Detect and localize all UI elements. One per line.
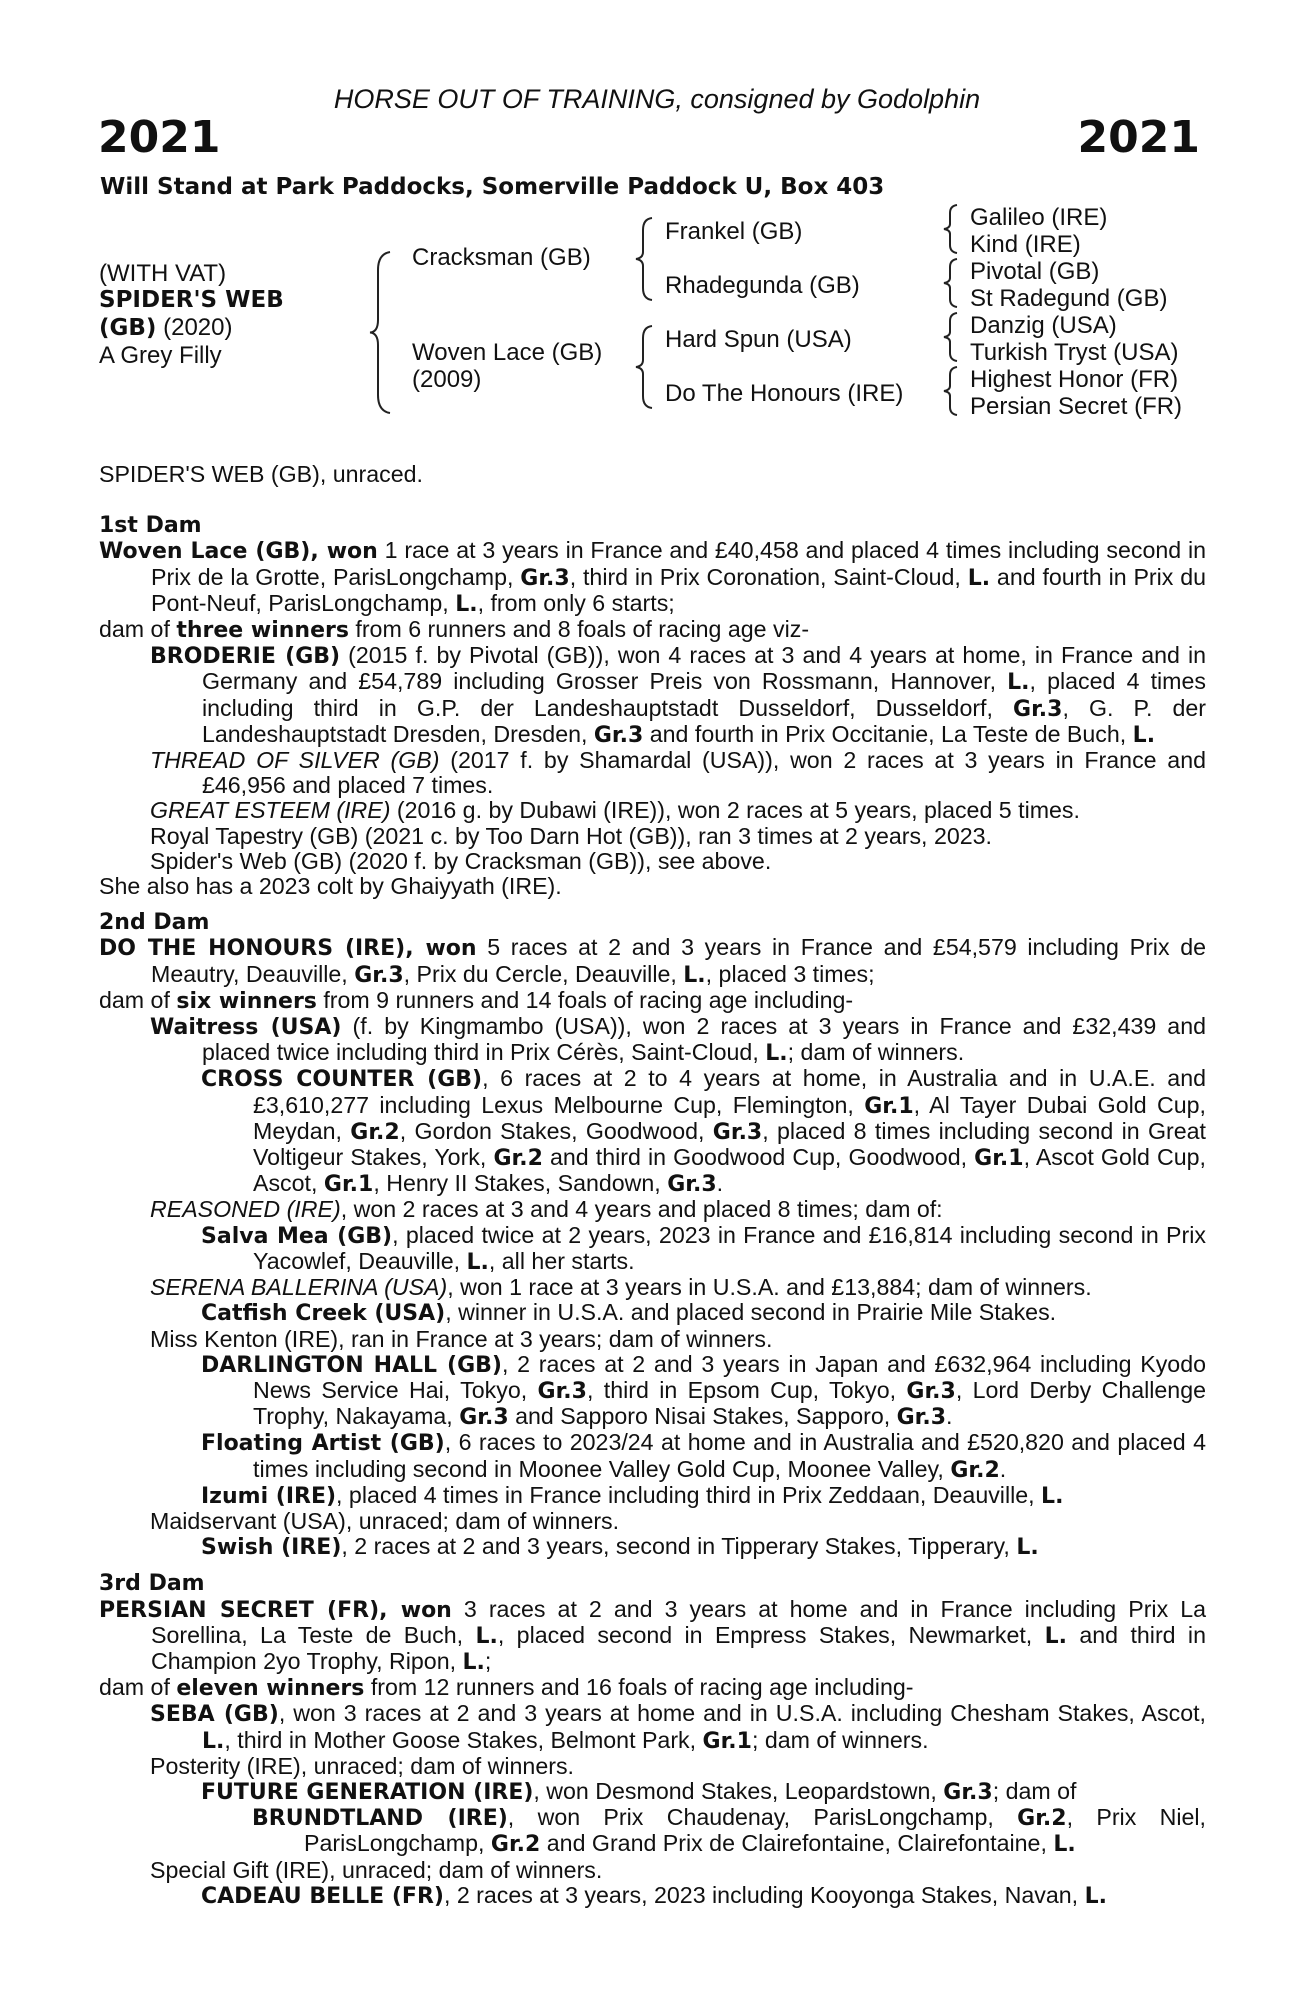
catalogue-header: HORSE OUT OF TRAINING, consigned by Godolphin xyxy=(333,84,981,114)
third-dam-record: PERSIAN SECRET (FR), won 3 races at 2 and 3 years at home and in France including Prix La Sorellina, La Teste de Buch, L., placed second in Empress Stakes, Newmarket, L. and third in Champion 2yo Trophy, Ripon, L.; xyxy=(99,1595,1206,1675)
dam: Woven Lace (GB) (2009) xyxy=(412,339,603,393)
first-dam-heading: 1st Dam xyxy=(99,513,202,539)
stand-location: Will Stand at Park Paddocks, Somerville Paddock U, Box 403 xyxy=(100,174,885,200)
great-grandparent: Kind (IRE) xyxy=(970,231,1081,258)
third-dam-produce-summary: dam of eleven winners from 12 runners and 16 foals of racing age including- xyxy=(99,1674,914,1702)
year-left: 2021 xyxy=(98,112,221,163)
pedigree-brace-g3 xyxy=(942,311,960,363)
produce-brundtland: BRUNDTLAND (IRE), won Prix Chaudenay, ParisLongchamp, Gr.2, Prix Niel, ParisLongchamp, Gr.2 and Grand Prix de Clairefontaine, Clairefontaine, L. xyxy=(252,1804,1206,1858)
great-grandparent: St Radegund (GB) xyxy=(970,285,1168,312)
produce-cadeau-belle: CADEAU BELLE (FR), 2 races at 3 years, 2023 including Kooyonga Stakes, Navan, L. xyxy=(201,1881,1107,1909)
great-grandparent: Highest Honor (FR) xyxy=(970,366,1179,393)
sire: Cracksman (GB) xyxy=(412,244,591,271)
pedigree-brace-main xyxy=(368,250,398,415)
great-grandparents xyxy=(970,204,1182,420)
unraced-note: SPIDER'S WEB (GB), unraced. xyxy=(99,461,423,487)
granddam-sire: Rhadegunda (GB) xyxy=(665,272,860,299)
granddam-dam: Do The Honours (IRE) xyxy=(665,380,904,407)
first-dam-record: Woven Lace (GB), won 1 race at 3 years in France and £40,458 and placed 4 times including second in Prix de la Grotte, ParisLongchamp, Gr.3, third in Prix Coronation, Saint-Cloud, L. and fourth in Prix du Pont-Neuf, ParisLongchamp, L., from only 6 starts; xyxy=(99,537,1207,617)
produce-darlington-hall: DARLINGTON HALL (GB), 2 races at 2 and 3 years in Japan and £632,964 including Kyodo News Service Hai, Tokyo, Gr.3, third in Epsom Cup, Tokyo, Gr.3, Lord Derby Challenge Trophy, Nakayama, Gr.3 and Sapporo Nisai Stakes, Sapporo, Gr.3. xyxy=(201,1350,1206,1431)
produce-spiders-web: Spider's Web (GB) (2020 f. by Cracksman (GB)), see above. xyxy=(150,847,772,874)
first-dam-produce-summary: dam of three winners from 6 runners and 8 foals of racing age viz- xyxy=(99,616,810,644)
vat-note: (WITH VAT) xyxy=(99,260,227,287)
great-grandparent: Turkish Tryst (USA) xyxy=(970,339,1179,366)
produce-floating-artist: Floating Artist (GB), 6 races to 2023/24 at home and in Australia and £520,820 and placed 4 times including second in Moonee Valley Gold Cup, Moonee Valley, Gr.2. xyxy=(201,1429,1206,1483)
pedigree-subject xyxy=(99,260,284,369)
produce-maidservant: Maidservant (USA), unraced; dam of winners. xyxy=(150,1507,620,1534)
produce-serena-ballerina: SERENA BALLERINA (USA), won 1 race at 3 years in U.S.A. and £13,884; dam of winners. xyxy=(150,1274,1092,1301)
grandsire-dam: Hard Spun (USA) xyxy=(665,326,852,353)
produce-waitress: Waitress (USA) (f. by Kingmambo (USA)), won 2 races at 3 years in France and £32,439 and placed twice including third in Prix Cérès, Saint-Cloud, L.; dam of winners. xyxy=(150,1013,1206,1067)
produce-royal-tapestry: Royal Tapestry (GB) (2021 c. by Too Darn Hot (GB)), ran 3 times at 2 years, 2023. xyxy=(150,822,992,849)
year-right: 2021 xyxy=(1077,112,1200,163)
subject-name: SPIDER'S WEB xyxy=(99,287,284,313)
second-dam-produce-summary: dam of six winners from 9 runners and 14 foals of racing age including- xyxy=(99,986,854,1014)
produce-future-generation: FUTURE GENERATION (IRE), won Desmond Stakes, Leopardstown, Gr.3; dam of xyxy=(201,1777,1077,1805)
produce-posterity: Posterity (IRE), unraced; dam of winners. xyxy=(150,1752,574,1779)
produce-great-esteem: GREAT ESTEEM (IRE) (2016 g. by Dubawi (IRE)), won 2 races at 5 years, placed 5 times. xyxy=(150,797,1080,824)
produce-miss-kenton: Miss Kenton (IRE), ran in France at 3 years; dam of winners. xyxy=(150,1325,773,1352)
grandsire-sire: Frankel (GB) xyxy=(665,218,803,245)
great-grandparent: Persian Secret (FR) xyxy=(970,393,1183,420)
great-grandparent: Danzig (USA) xyxy=(970,312,1117,339)
subject-description: A Grey Filly xyxy=(99,342,222,369)
produce-seba: SEBA (GB), won 3 races at 2 and 3 years at home and in U.S.A. including Chesham Stakes, Ascot, L., third in Mother Goose Stakes, Belmont Park, Gr.1; dam of winners. xyxy=(150,1700,1206,1754)
produce-swish: Swish (IRE), 2 races at 2 and 3 years, second in Tipperary Stakes, Tipperary, L. xyxy=(201,1533,1039,1561)
pedigree-brace-sire xyxy=(634,216,656,302)
produce-catfish-creek: Catfish Creek (USA), winner in U.S.A. and placed second in Prairie Mile Stakes. xyxy=(201,1299,1057,1327)
pedigree-brace-g1 xyxy=(942,203,960,255)
produce-salva-mea: Salva Mea (GB), placed twice at 2 years, 2023 in France and £16,814 including second in Prix Yacowlef, Deauville, L., all her starts. xyxy=(201,1221,1206,1275)
pedigree-brace-dam xyxy=(634,324,656,410)
catalogue-body xyxy=(99,462,1206,1909)
great-grandparent: Pivotal (GB) xyxy=(970,258,1100,285)
produce-broderie: BRODERIE (GB) (2015 f. by Pivotal (GB)), won 4 races at 3 and 4 years at home, in France and in Germany and £54,789 including Grosser Preis von Rossmann, Hannover, L., placed 4 times including third in G.P. der Landeshauptstadt Dusseldorf, Dusseldorf, Gr.3, G. P. der Landeshauptstadt Dresden, Dresden, Gr.3 and fourth in Prix Occitanie, La Teste de Buch, L. xyxy=(150,642,1207,748)
produce-note: She also has a 2023 colt by Ghaiyyath (IRE). xyxy=(99,873,562,900)
produce-izumi: Izumi (IRE), placed 4 times in France including third in Prix Zeddaan, Deauville, L. xyxy=(201,1481,1064,1509)
third-dam-heading: 3rd Dam xyxy=(99,1571,205,1597)
pedigree-brace-g2 xyxy=(942,257,960,309)
produce-special-gift: Special Gift (IRE), unraced; dam of winners. xyxy=(150,1856,603,1883)
produce-cross-counter: CROSS COUNTER (GB), 6 races at 2 to 4 years at home, in Australia and in U.A.E. and £3,610,277 including Lexus Melbourne Cup, Flemington, Gr.1, Al Tayer Dubai Gold Cup, Meydan, Gr.2, Gordon Stakes, Goodwood, Gr.3, placed 8 times including second in Great Voltigeur Stakes, York, Gr.2 and third in Goodwood Cup, Goodwood, Gr.1, Ascot Gold Cup, Ascot, Gr.1, Henry II Stakes, Sandown, Gr.3. xyxy=(201,1065,1207,1198)
produce-reasoned: REASONED (IRE), won 2 races at 3 and 4 years and placed 8 times; dam of: xyxy=(150,1196,943,1223)
subject-country-year: (GB) (2020) xyxy=(99,314,233,341)
great-grandparent: Galileo (IRE) xyxy=(970,204,1108,231)
produce-thread-of-silver: THREAD OF SILVER (GB) (2017 f. by Shamardal (USA)), won 2 races at 3 years in France and £46,956 and placed 7 times. xyxy=(150,747,1206,799)
pedigree-brace-g4 xyxy=(942,365,960,417)
second-dam-heading: 2nd Dam xyxy=(99,910,210,936)
second-dam-record: DO THE HONOURS (IRE), won 5 races at 2 and 3 years in France and £54,579 including Prix de Meautry, Deauville, Gr.3, Prix du Cercle, Deauville, L., placed 3 times; xyxy=(99,934,1206,988)
